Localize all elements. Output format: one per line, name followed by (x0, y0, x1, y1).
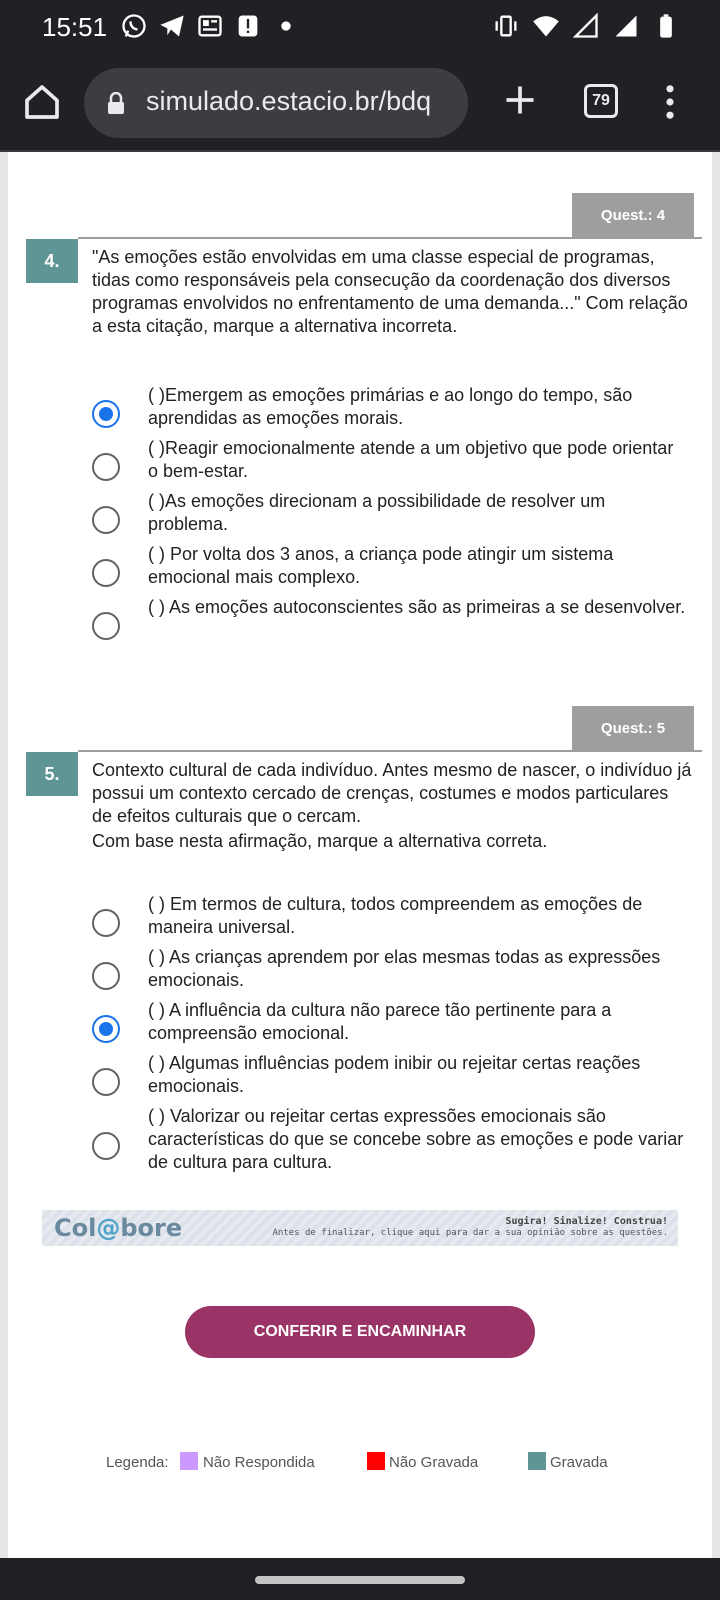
option-label: ( ) As emoções autoconscientes são as primeiras a se desenvolver. (148, 597, 686, 617)
signal-icon (572, 12, 600, 40)
question-tab-label: Quest.: 4 (572, 193, 694, 239)
radio-button[interactable] (92, 400, 120, 428)
option-label: ( )Emergem as emoções primárias e ao longo do tempo, são aprendidas as emoções morais. (148, 385, 633, 428)
option-label: ( ) Algumas influências podem inibir ou rejeitar certas reações emocionais. (148, 1053, 641, 1096)
alert-icon (234, 12, 262, 40)
question-text: "As emoções estão envolvidas em uma classe especial de programas, tidas como responsáveis pela consecução da coordenação dos diversos programas envolvidos no enfrentamento de uma demanda..." Com relação a esta citação, marque a alternativa incorreta. (92, 247, 688, 336)
colabore-tagline: Sugira! Sinalize! Construa! (505, 1216, 668, 1227)
tab-switcher-button[interactable]: 79 (584, 84, 618, 118)
plus-icon[interactable] (502, 82, 538, 118)
lock-icon (106, 92, 126, 114)
option-label: ( ) Em termos de cultura, todos compreendem as emoções de maneira universal. (148, 894, 643, 937)
legend-label: Legenda: (106, 1454, 169, 1471)
question-instruction: Com base nesta afirmação, marque a alternativa correta. (92, 831, 548, 851)
divider (78, 750, 702, 752)
question-text: Contexto cultural de cada indivíduo. Antes mesmo de nascer, o indivíduo já possui um contexto cercado de crenças, costumes e modos particulares de efeitos culturais que o cercam. (92, 760, 692, 826)
option-label: ( ) Valorizar ou rejeitar certas expressões emocionais são características do que se concebe sobre as emoções e pode variar de cultura para cultura. (148, 1106, 684, 1172)
legend-item-label: Não Respondida (203, 1454, 315, 1471)
legend-swatch (528, 1452, 546, 1470)
signal-icon (612, 12, 640, 40)
news-icon (196, 12, 224, 40)
legend-swatch (367, 1452, 385, 1470)
radio-button[interactable] (92, 1068, 120, 1096)
submit-button[interactable]: CONFERIR E ENCAMINHAR (185, 1306, 535, 1358)
web-page (0, 152, 720, 1558)
status-time: 15:51 (42, 12, 108, 42)
more-options-icon[interactable] (660, 84, 680, 120)
radio-button[interactable] (92, 559, 120, 587)
wifi-icon (532, 12, 560, 40)
browser-toolbar (0, 56, 720, 152)
page-content (8, 152, 712, 1558)
colabore-description: Antes de finalizar, clique aqui para dar a sua opinião sobre as questões. (272, 1228, 668, 1238)
radio-button[interactable] (92, 909, 120, 937)
navigation-bar (0, 1558, 720, 1600)
radio-button[interactable] (92, 1132, 120, 1160)
status-bar (0, 0, 720, 56)
option-label: ( )As emoções direcionam a possibilidade de resolver um problema. (148, 491, 606, 534)
radio-button[interactable] (92, 962, 120, 990)
home-icon[interactable] (22, 82, 62, 122)
legend-swatch (180, 1452, 198, 1470)
legend-item-label: Não Gravada (389, 1454, 479, 1471)
option-label: ( )Reagir emocionalmente atende a um objetivo que pode orientar o bem-estar. (148, 438, 674, 481)
option-label: ( ) Por volta dos 3 anos, a criança pode atingir um sistema emocional mais complexo. (148, 544, 614, 587)
question-number: 5. (26, 752, 78, 796)
battery-icon (652, 12, 680, 40)
home-gesture-handle[interactable] (255, 1576, 465, 1584)
telegram-icon (158, 12, 186, 40)
option-label: ( ) A influência da cultura não parece tão pertinente para a compreensão emocional. (148, 1000, 612, 1043)
radio-button[interactable] (92, 1015, 120, 1043)
notification-icons (120, 12, 300, 40)
address-bar[interactable] (84, 68, 468, 138)
legend-item-label: Gravada (550, 1454, 608, 1471)
divider (78, 237, 702, 239)
radio-button[interactable] (92, 612, 120, 640)
radio-button[interactable] (92, 506, 120, 534)
question-tab-label: Quest.: 5 (572, 706, 694, 752)
dot-icon (272, 12, 300, 40)
system-icons (492, 12, 680, 40)
colabore-banner[interactable] (42, 1210, 678, 1246)
vibrate-icon (492, 12, 520, 40)
question-number: 4. (26, 239, 78, 283)
whatsapp-icon (120, 12, 148, 40)
radio-button[interactable] (92, 453, 120, 481)
option-label: ( ) As crianças aprendem por elas mesmas todas as expressões emocionais. (148, 947, 661, 990)
colabore-logo: Col@bore (54, 1214, 183, 1242)
url-text: simulado.estacio.br/bdq (146, 86, 432, 116)
legend (106, 1452, 666, 1476)
